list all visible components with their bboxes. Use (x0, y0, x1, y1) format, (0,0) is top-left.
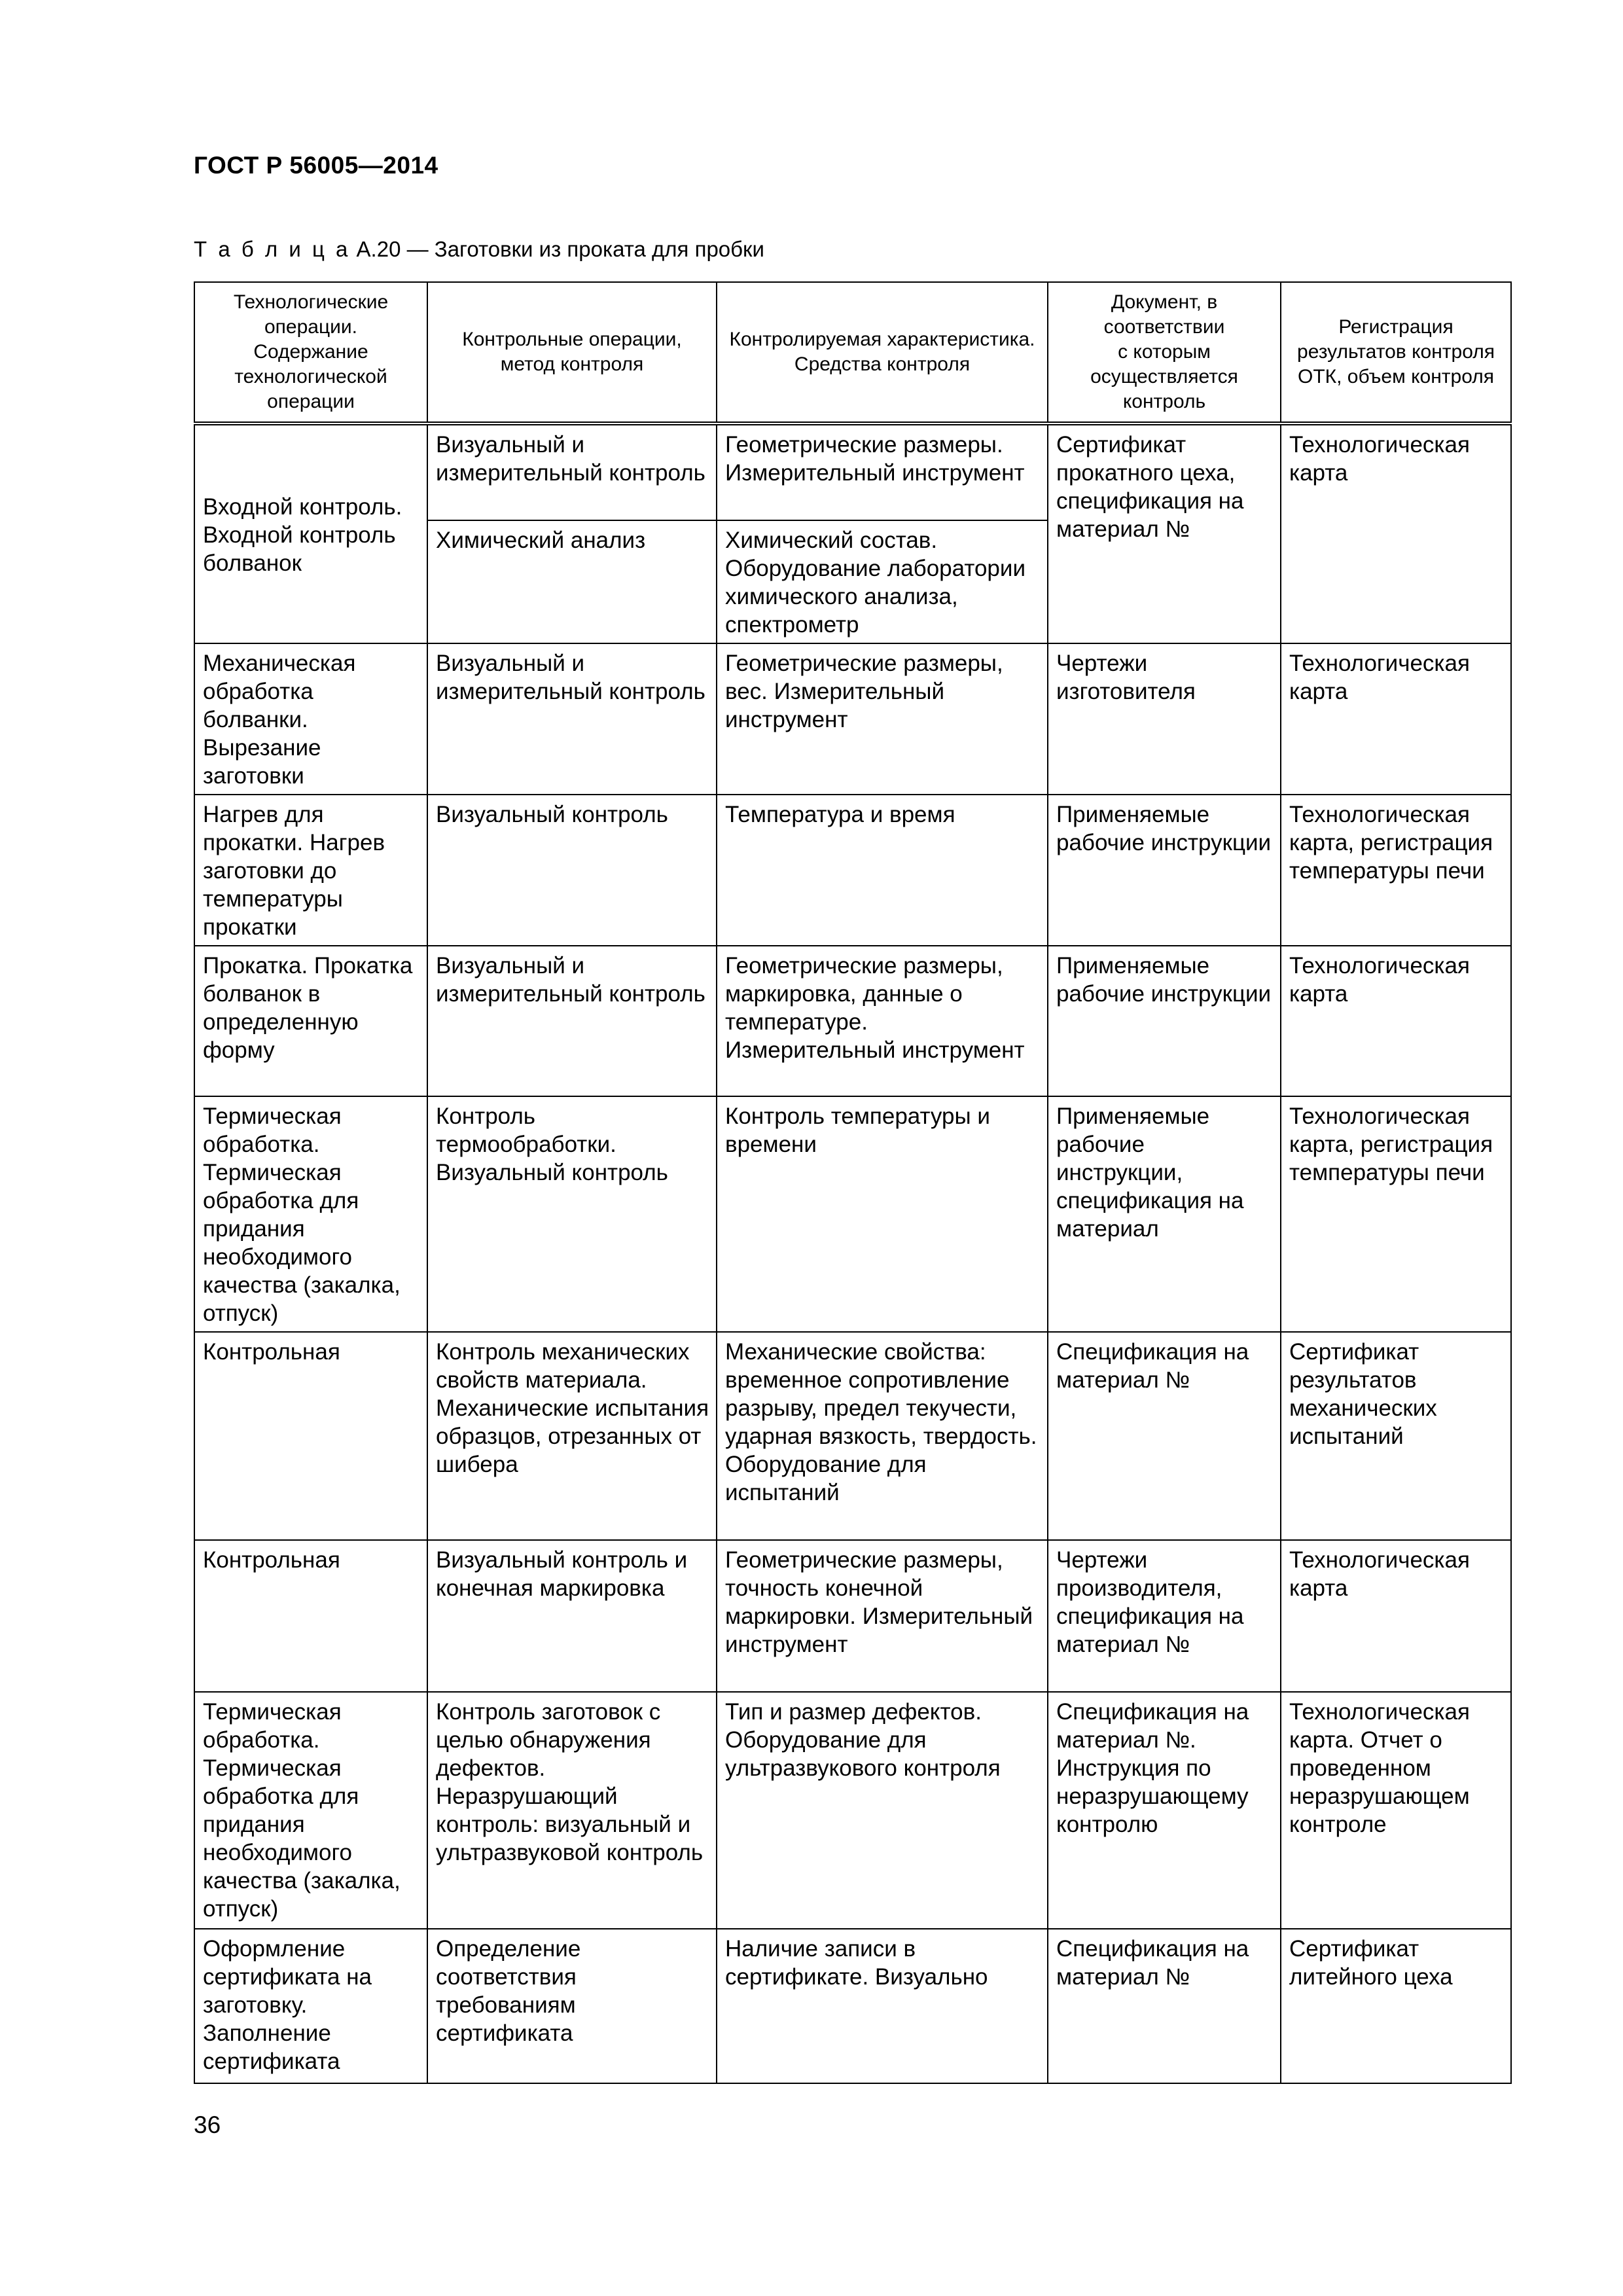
cell-operation: Входной контроль. Входной контроль болванок (194, 423, 427, 643)
cell-operation: Нагрев для прокатки. Нагрев заготовки до температуры прокатки (194, 795, 427, 946)
cell-characteristic: Геометрические размеры, вес. Измерительный инструмент (717, 643, 1048, 795)
control-table (194, 281, 1512, 2084)
cell-document: Применяемые рабочие инструкции (1048, 795, 1281, 946)
cell-characteristic: Геометрические размеры, маркировка, данные о температуре. Измерительный инструмент (717, 946, 1048, 1096)
table-row (194, 643, 1511, 795)
cell-registration: Технологическая карта (1281, 946, 1511, 1096)
header-registration: Регистрация результатов контроля ОТК, объем контроля (1281, 282, 1511, 423)
cell-operation: Термическая обработка. Термическая обработка для придания необходимого качества (закалка, отпуск) (194, 1096, 427, 1332)
cell-characteristic: Контроль температуры и времени (717, 1096, 1048, 1332)
table-caption-title: А.20 — Заготовки из проката для пробки (350, 237, 764, 261)
header-operation: Технологические операции. Содержание технологической операции (194, 282, 427, 423)
cell-characteristic: Температура и время (717, 795, 1048, 946)
cell-operation: Механическая обработка болванки. Вырезание заготовки (194, 643, 427, 795)
cell-characteristic: Тип и размер дефектов. Оборудование для ультразвукового контроля (717, 1692, 1048, 1929)
cell-control-method: Определение соответствия требованиям сертификата (427, 1929, 717, 2083)
cell-control-method: Визуальный и измерительный контроль (427, 946, 717, 1096)
cell-document: Чертежи изготовителя (1048, 643, 1281, 795)
page-number: 36 (194, 2111, 221, 2138)
cell-control-method: Контроль заготовок с целью обнаружения дефектов. Неразрушающий контроль: визуальный и ультразвуковой контроль (427, 1692, 717, 1929)
table-row (194, 946, 1511, 1096)
cell-registration: Сертификат литейного цеха (1281, 1929, 1511, 2083)
table-caption-prefix: Т а б л и ц а (194, 237, 351, 261)
table-row (194, 423, 1511, 520)
cell-control-method: Визуальный и измерительный контроль (427, 423, 717, 520)
cell-registration: Технологическая карта, регистрация температуры печи (1281, 1096, 1511, 1332)
cell-document: Спецификация на материал № (1048, 1332, 1281, 1540)
table-row (194, 795, 1511, 946)
table-row (194, 1692, 1511, 1929)
cell-control-method: Визуальный контроль и конечная маркировка (427, 1540, 717, 1692)
cell-registration: Технологическая карта, регистрация температуры печи (1281, 795, 1511, 946)
table-row (194, 1929, 1511, 2083)
cell-operation: Контрольная (194, 1332, 427, 1540)
cell-operation: Оформление сертификата на заготовку. Заполнение сертификата (194, 1929, 427, 2083)
cell-registration: Технологическая карта (1281, 423, 1511, 643)
cell-operation: Прокатка. Прокатка болванок в определенную форму (194, 946, 427, 1096)
cell-document: Сертификат прокатного цеха, спецификация на материал № (1048, 423, 1281, 643)
cell-registration: Технологическая карта (1281, 1540, 1511, 1692)
document-header: ГОСТ Р 56005—2014 (194, 152, 438, 179)
table-header-row (194, 282, 1511, 423)
cell-operation: Контрольная (194, 1540, 427, 1692)
cell-control-method: Химический анализ (427, 520, 717, 643)
cell-control-method: Визуальный контроль (427, 795, 717, 946)
header-document: Документ, в соответствии с которым осуществляется контроль (1048, 282, 1281, 423)
cell-characteristic: Наличие записи в сертификате. Визуально (717, 1929, 1048, 2083)
cell-registration: Технологическая карта (1281, 643, 1511, 795)
cell-characteristic: Геометрические размеры, точность конечной маркировки. Измерительный инструмент (717, 1540, 1048, 1692)
cell-document: Спецификация на материал № (1048, 1929, 1281, 2083)
header-control-method: Контрольные операции, метод контроля (427, 282, 717, 423)
cell-document: Спецификация на материал №. Инструкция по неразрушающему контролю (1048, 1692, 1281, 1929)
header-characteristic: Контролируемая характеристика. Средства контроля (717, 282, 1048, 423)
cell-characteristic: Механические свойства: временное сопротивление разрыву, предел текучести, ударная вязкость, твердость. Оборудование для испытаний (717, 1332, 1048, 1540)
cell-document: Чертежи производителя, спецификация на материал № (1048, 1540, 1281, 1692)
cell-operation: Термическая обработка. Термическая обработка для придания необходимого качества (закалка, отпуск) (194, 1692, 427, 1929)
cell-control-method: Визуальный и измерительный контроль (427, 643, 717, 795)
table-row (194, 1332, 1511, 1540)
table-caption (194, 237, 764, 262)
cell-document: Применяемые рабочие инструкции (1048, 946, 1281, 1096)
table-row (194, 1096, 1511, 1332)
cell-control-method: Контроль механических свойств материала. Механические испытания образцов, отрезанных от шибера (427, 1332, 717, 1540)
cell-registration: Сертификат результатов механических испытаний (1281, 1332, 1511, 1540)
cell-characteristic: Химический состав. Оборудование лаборатории химического анализа, спектрометр (717, 520, 1048, 643)
cell-registration: Технологическая карта. Отчет о проведенном неразрушающем контроле (1281, 1692, 1511, 1929)
cell-characteristic: Геометрические размеры. Измерительный инструмент (717, 423, 1048, 520)
cell-document: Применяемые рабочие инструкции, спецификация на материал (1048, 1096, 1281, 1332)
table-row (194, 1540, 1511, 1692)
cell-control-method: Контроль термообработки. Визуальный контроль (427, 1096, 717, 1332)
